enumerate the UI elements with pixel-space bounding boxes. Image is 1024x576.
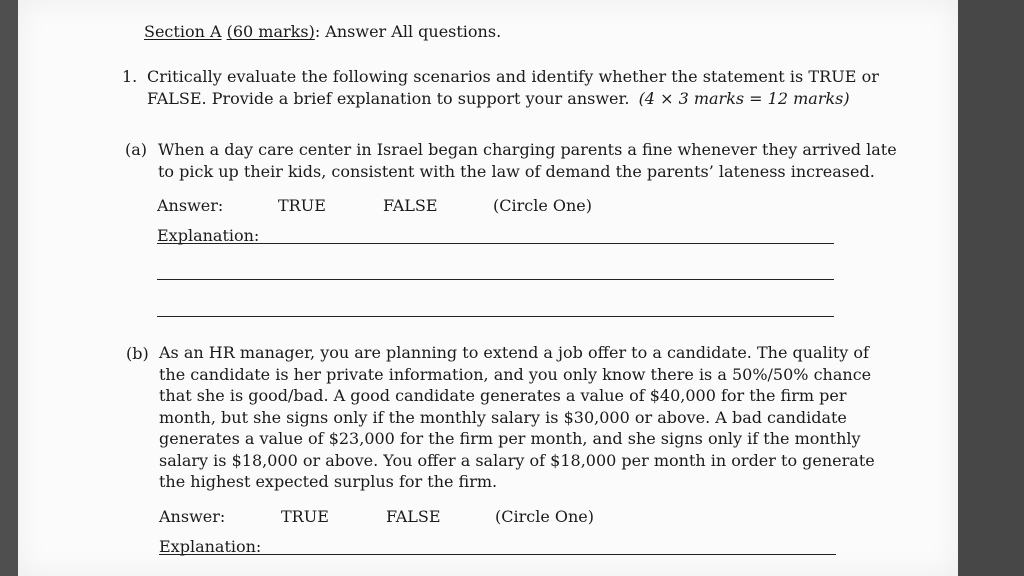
section-header xyxy=(144,22,501,42)
question-number: 1. xyxy=(122,67,138,86)
question-line-1: Critically evaluate the following scenarios and identify whether the statement is TRUE or xyxy=(147,67,879,86)
part-b-line: salary is $18,000 or above. You offer a salary of $18,000 per month in order to generate xyxy=(159,450,875,470)
part-b-line: As an HR manager, you are planning to extend a job offer to a candidate. The quality of xyxy=(159,343,869,362)
part-a-label: (a) xyxy=(125,140,148,159)
part-b-label: (b) xyxy=(126,344,149,363)
section-title: Section A xyxy=(144,22,222,41)
question-marks: (4 × 3 marks = 12 marks) xyxy=(638,89,850,108)
part-b-line: month, but she signs only if the monthly salary is $30,000 or above. A bad candidate xyxy=(159,407,847,427)
part-b-explanation-label: Explanation: xyxy=(159,537,262,556)
background-right-edge xyxy=(958,0,1024,576)
document-page xyxy=(18,0,958,576)
part-a-line: to pick up their kids, consistent with the law of demand the parents’ lateness increased. xyxy=(158,161,875,181)
question-line-2 xyxy=(147,89,850,109)
background-left-edge xyxy=(0,0,18,576)
part-b-false-option[interactable]: FALSE xyxy=(386,507,441,526)
part-b-answer-line[interactable] xyxy=(159,554,836,555)
question-line-2-text: FALSE. Provide a brief explanation to support your answer. xyxy=(147,89,630,108)
part-a-circle-note: (Circle One) xyxy=(493,196,593,215)
part-a-explanation-label: Explanation: xyxy=(157,226,260,245)
part-b-line: generates a value of $23,000 for the firm per month, and she signs only if the monthly xyxy=(159,429,861,448)
part-b-statement xyxy=(159,342,875,493)
part-a-false-option[interactable]: FALSE xyxy=(383,196,438,215)
part-a-line: When a day care center in Israel began charging parents a fine whenever they arrived late xyxy=(158,140,897,159)
section-marks: (60 marks) xyxy=(226,22,315,41)
part-b-answer-label: Answer: xyxy=(159,507,226,526)
part-b-true-option[interactable]: TRUE xyxy=(281,507,329,526)
part-a-true-option[interactable]: TRUE xyxy=(278,196,326,215)
part-b-circle-note: (Circle One) xyxy=(495,507,595,526)
part-b-line: the candidate is her private information, and you only know there is a 50%/50% chance xyxy=(159,364,872,384)
section-colon: : xyxy=(314,22,321,41)
part-b-line: the highest expected surplus for the firm. xyxy=(159,472,498,491)
part-a-answer-line[interactable] xyxy=(157,243,834,244)
part-a-statement xyxy=(158,139,897,182)
part-a-answer-line[interactable] xyxy=(157,316,834,317)
part-b-line: that she is good/bad. A good candidate generates a value of $40,000 for the firm per xyxy=(159,386,847,405)
part-a-answer-line[interactable] xyxy=(157,279,834,280)
section-instruction: Answer All questions. xyxy=(325,22,502,41)
part-a-answer-label: Answer: xyxy=(157,196,224,215)
